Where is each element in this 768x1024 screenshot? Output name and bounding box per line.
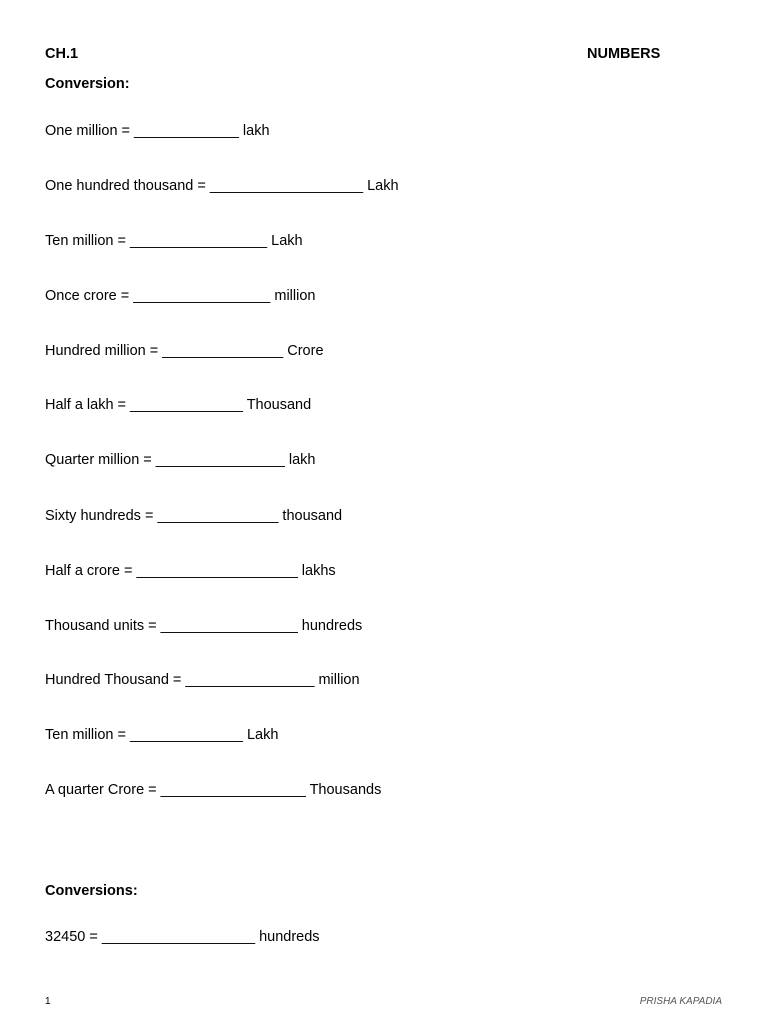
question-5: Hundred million = _______________ Crore <box>45 343 324 359</box>
page-number: 1 <box>45 996 51 1007</box>
question-11: Hundred Thousand = ________________ million <box>45 672 360 688</box>
section-title-conversion: Conversion: <box>45 76 130 92</box>
question-4: Once crore = _________________ million <box>45 288 316 304</box>
question-14: 32450 = ___________________ hundreds <box>45 929 320 945</box>
question-6: Half a lakh = ______________ Thousand <box>45 397 312 413</box>
question-2: One hundred thousand = ___________________ Lakh <box>45 178 399 194</box>
question-7: Quarter million = ________________ lakh <box>45 452 316 468</box>
question-9: Half a crore = ____________________ lakhs <box>45 563 336 579</box>
section-title-conversions: Conversions: <box>45 883 138 899</box>
chapter-label: CH.1 <box>45 46 79 62</box>
question-12: Ten million = ______________ Lakh <box>45 727 279 743</box>
question-8: Sixty hundreds = _______________ thousand <box>45 508 343 524</box>
question-1: One million = _____________ lakh <box>45 123 270 139</box>
author-footer: PRISHA KAPADIA <box>639 996 722 1007</box>
question-10: Thousand units = _________________ hundreds <box>45 618 363 634</box>
subject-title: NUMBERS <box>587 46 661 62</box>
question-13: A quarter Crore = __________________ Thousands <box>45 782 382 798</box>
question-3: Ten million = _________________ Lakh <box>45 233 303 249</box>
